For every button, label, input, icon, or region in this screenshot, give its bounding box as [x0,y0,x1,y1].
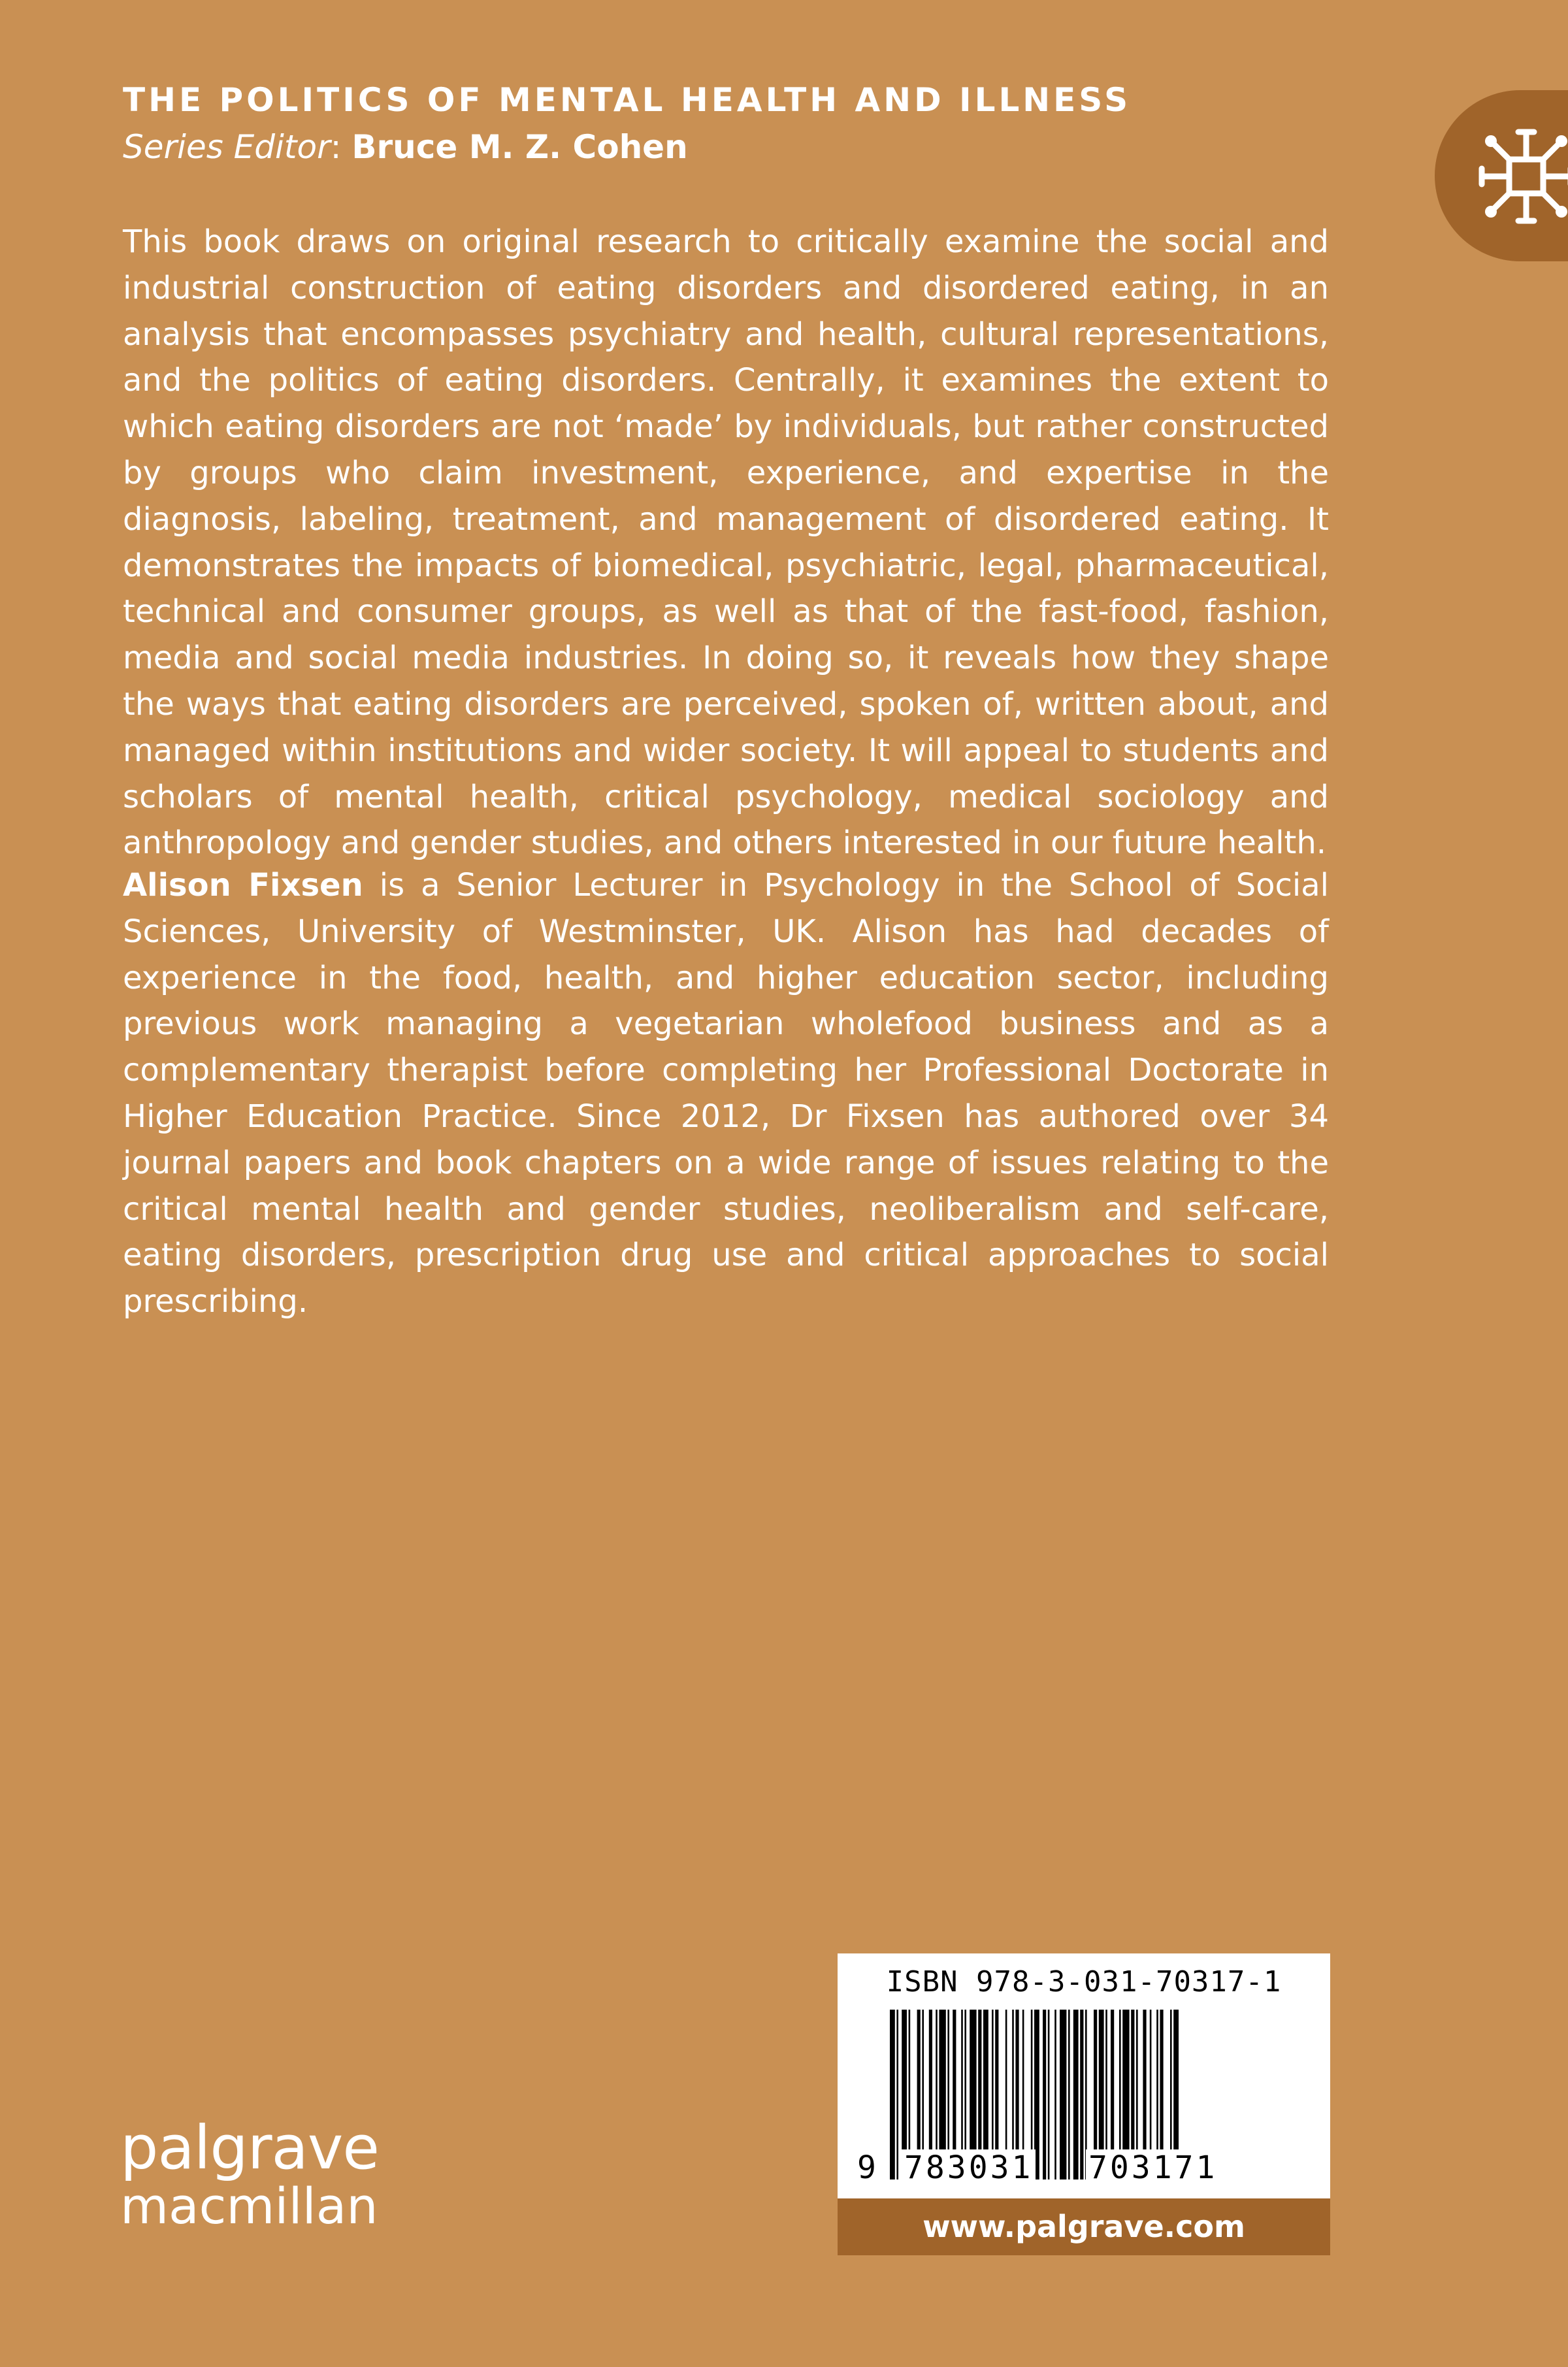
series-editor-name: Bruce M. Z. Cohen [351,128,688,166]
series-editor [123,128,688,166]
publisher-wordmark [120,2113,379,2235]
barcode-bar [890,2010,895,2179]
isbn-label: ISBN 978-3-031-70317-1 [886,1965,1282,1999]
publisher-logo-badge [1435,90,1568,261]
publisher-website[interactable]: www.palgrave.com [838,2198,1330,2255]
barcode-bar [1073,2010,1079,2179]
book-description: This book draws on original research to critically examine the social and industrial construction of eating disorders and disordered eating, in an analysis that encompasses psychiatry and health, cultural representations, and the politics of eating disorders. Centrally, it examines the extent to which eating disorders are not ‘made’ by individuals, but rather constructed by groups who claim investment, experience, and expertise in the diagnosis, labeling, treatment, and management of disordered eating. It demonstrates the impacts of biomedical, psychiatric, legal, pharmaceutical, technical and consumer groups, as well as that of the fast-food, fashion, media and social media industries. In doing so, it reveals how they shape the ways that eating disorders are perceived, spoken of, written about, and managed within institutions and wider society. It will appeal to students and scholars of mental health, critical psychology, medical sociology and anthropology and gender studies, and others interested in our future health. [123,223,1329,862]
author-bio-text: is a Senior Lecturer in Psychology in the School of Social Sciences, University of Westminster, UK. Alison has had decades of experience in the food, health, and higher education sector, including previous work managing a vegetarian wholefood business and as a complementary therapist before completing her Professional Doctorate in Higher Education Practice. Since 2012, Dr Fixsen has authored over 34 journal papers and book chapters on a wide range of issues relating to the critical mental health and gender studies, neoliberalism and self-care, eating disorders, prescription drug use and critical approaches to social prescribing. [123,867,1330,1320]
barcode-digits-right: 703171 [1086,2149,1220,2186]
wordmark-palgrave: palgrave [120,2113,379,2183]
series-editor-label: Series Editor [123,128,331,166]
barcode-bar [1080,2010,1083,2179]
author-bio [123,862,1329,1325]
barcode-digit-first: 9 [857,2149,879,2186]
barcode-digits-left: 783031 [902,2149,1036,2186]
wordmark-macmillan: macmillan [120,2177,378,2235]
barcode-bar [1068,2010,1070,2179]
barcode-bar [1043,2010,1046,2179]
author-name: Alison Fixsen [123,867,363,904]
series-editor-separator: : [330,128,352,166]
barcode-bar [1048,2010,1050,2179]
palgrave-flower-icon [1467,118,1568,235]
series-title: THE POLITICS OF MENTAL HEALTH AND ILLNESS [123,81,1132,119]
barcode-bar [1060,2010,1066,2179]
barcode-bar [896,2010,898,2179]
barcode-bar [1054,2010,1056,2179]
